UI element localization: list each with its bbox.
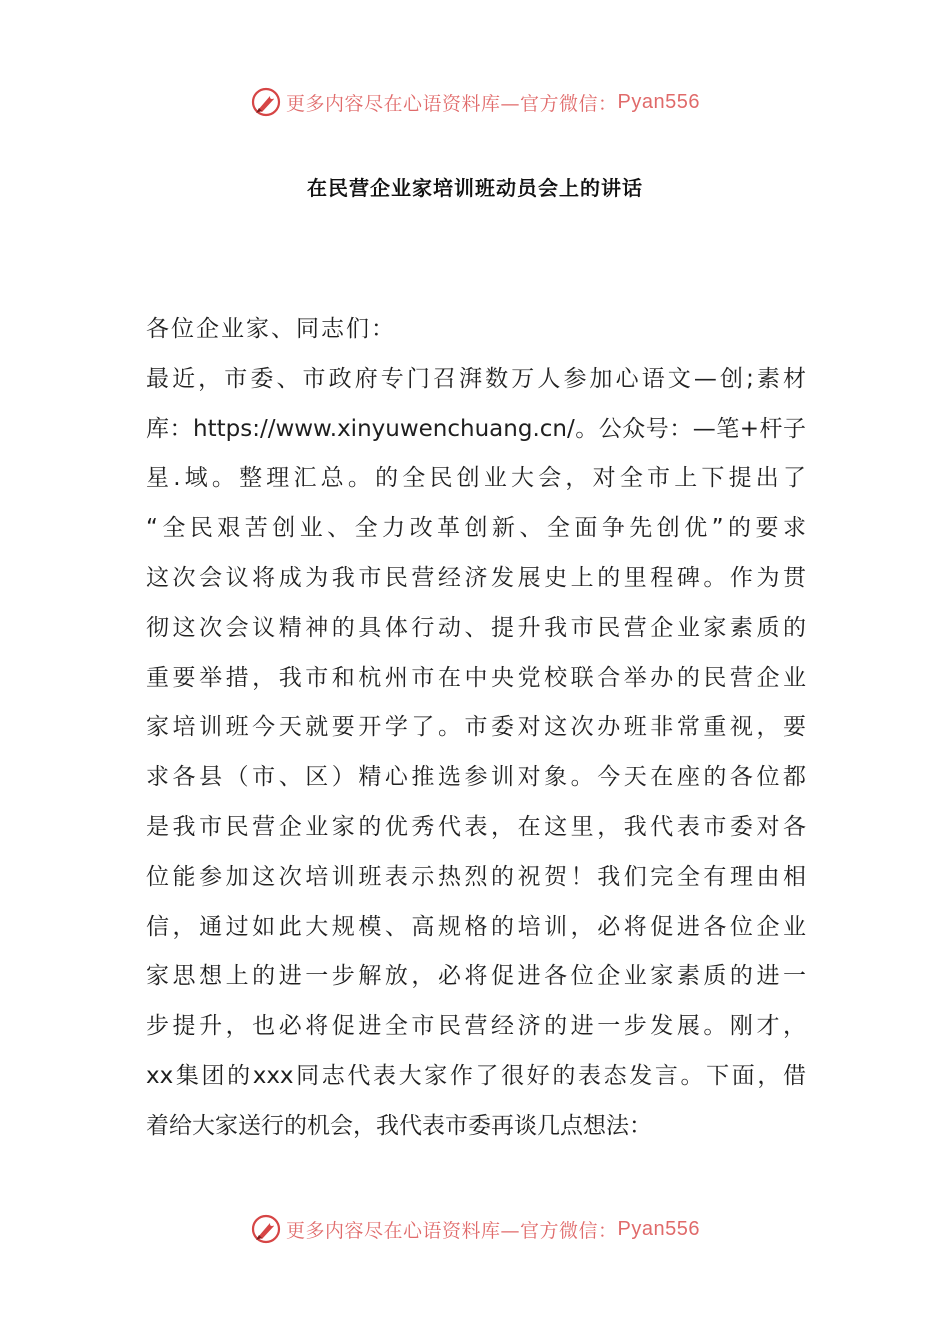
footer-watermark <box>0 1209 950 1249</box>
pen-nib-logo-icon <box>250 1213 282 1245</box>
pen-nib-logo-icon <box>250 86 282 118</box>
body-line: 彻这次会议精神的具体行动、提升我市民营企业家素质的 <box>146 614 806 641</box>
watermark-handle: Pyan556 <box>617 90 700 113</box>
body-line: “全民艰苦创业、全力改革创新、全面争先创优”的要求 <box>146 515 806 542</box>
body-line: 最近，市委、市政府专门召湃数万人参加心语文—创;素材 <box>146 365 806 392</box>
header-watermark <box>0 82 950 122</box>
document-body <box>146 305 806 1152</box>
body-line: 家思想上的进一步解放，必将促进各位企业家素质的进一 <box>146 963 806 990</box>
body-line: 库：https://www.xinyuwenchuang.cn/。公众号：—笔+杆子 <box>146 415 806 442</box>
document-title: 在民营企业家培训班动员会上的讲话 <box>307 176 643 200</box>
body-line: 信，通过如此大规模、高规格的培训，必将促进各位企业 <box>146 913 806 940</box>
body-line: xx集团的xxx同志代表大家作了很好的表态发言。下面，借 <box>146 1062 806 1089</box>
watermark-text: 更多内容尽在心语资料库—官方微信： <box>286 1219 618 1242</box>
body-line: 步提升，也必将促进全市民营经济的进一步发展。刚才， <box>146 1013 806 1040</box>
body-line: 星.域。整理汇总。的全民创业大会，对全市上下提出了 <box>146 465 806 492</box>
body-line: 求各县（市、区）精心推选参训对象。今天在座的各位都 <box>146 764 806 791</box>
watermark-handle: Pyan556 <box>617 1217 700 1240</box>
body-line: 位能参加这次培训班表示热烈的祝贺！我们完全有理由相 <box>146 863 806 890</box>
body-line: 重要举措，我市和杭州市在中央党校联合举办的民营企业 <box>146 664 806 691</box>
body-line: 着给大家送行的机会，我代表市委再谈几点想法： <box>146 1112 652 1139</box>
body-line: 这次会议将成为我市民营经济发展史上的里程碑。作为贯 <box>146 564 806 591</box>
salutation-line: 各位企业家、同志们： <box>146 316 396 342</box>
body-line: 是我市民营企业家的优秀代表，在这里，我代表市委对各 <box>146 813 806 840</box>
watermark-text: 更多内容尽在心语资料库—官方微信： <box>286 92 618 115</box>
body-line: 家培训班今天就要开学了。市委对这次办班非常重视，要 <box>146 714 806 741</box>
